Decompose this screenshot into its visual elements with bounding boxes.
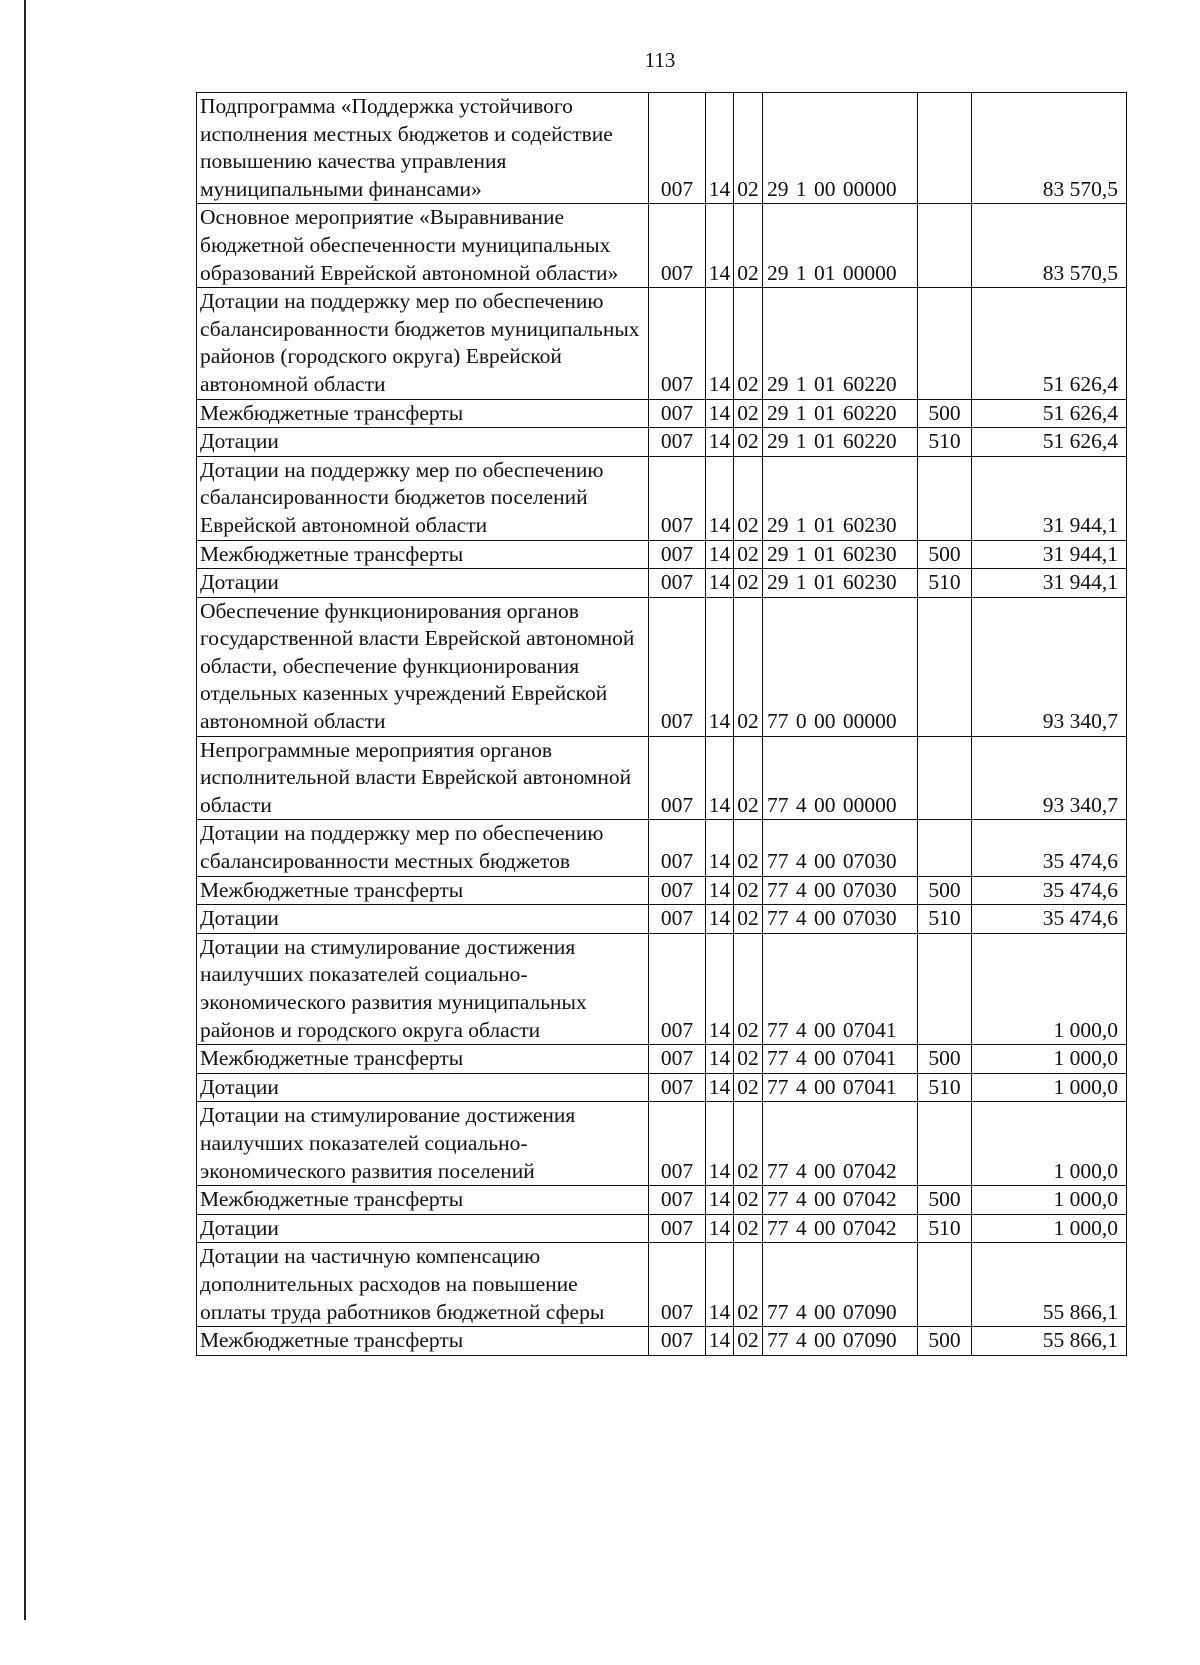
amount-value: 1 000,0 xyxy=(972,1073,1127,1102)
section-code: 14 xyxy=(706,1186,734,1215)
section-code: 14 xyxy=(706,288,734,399)
section-code: 14 xyxy=(706,456,734,540)
row-name: Дотации на поддержку мер по обеспечению сбалансированности бюджетов муниципальных районов (городского округа) Еврейской автономной области xyxy=(197,288,649,399)
amount-value: 51 626,4 xyxy=(972,399,1127,428)
target-article-code: 77 4 00 07042 xyxy=(763,1186,918,1215)
row-name: Основное мероприятие «Выравнивание бюджетной обеспеченности муниципальных образований Еврейской автономной области» xyxy=(197,204,649,288)
expense-type-code xyxy=(918,597,972,736)
expense-type-code: 510 xyxy=(918,428,972,457)
row-name: Дотации на стимулирование достижения наилучших показателей социально-экономического развития поселений xyxy=(197,1102,649,1186)
target-article-code: 77 4 00 07042 xyxy=(763,1214,918,1243)
target-article-code: 77 4 00 07030 xyxy=(763,905,918,934)
row-name: Межбюджетные трансферты xyxy=(197,1327,649,1356)
table-row xyxy=(197,1214,1127,1243)
row-name: Межбюджетные трансферты xyxy=(197,540,649,569)
subsection-code: 02 xyxy=(734,876,763,905)
ministry-code: 007 xyxy=(649,540,706,569)
section-code: 14 xyxy=(706,1243,734,1327)
subsection-code: 02 xyxy=(734,569,763,598)
section-code: 14 xyxy=(706,1327,734,1356)
section-code: 14 xyxy=(706,428,734,457)
ministry-code: 007 xyxy=(649,399,706,428)
amount-value: 1 000,0 xyxy=(972,1045,1127,1074)
subsection-code: 02 xyxy=(734,905,763,934)
page-number: 113 xyxy=(644,48,676,72)
row-name: Межбюджетные трансферты xyxy=(197,876,649,905)
row-name: Дотации xyxy=(197,569,649,598)
row-name: Дотации на частичную компенсацию дополнительных расходов на повышение оплаты труда работников бюджетной сферы xyxy=(197,1243,649,1327)
subsection-code: 02 xyxy=(734,1073,763,1102)
subsection-code: 02 xyxy=(734,933,763,1044)
target-article-code: 77 4 00 07090 xyxy=(763,1243,918,1327)
ministry-code: 007 xyxy=(649,288,706,399)
row-name: Дотации xyxy=(197,1073,649,1102)
ministry-code: 007 xyxy=(649,428,706,457)
ministry-code: 007 xyxy=(649,204,706,288)
table-row xyxy=(197,736,1127,820)
ministry-code: 007 xyxy=(649,1243,706,1327)
amount-value: 31 944,1 xyxy=(972,540,1127,569)
amount-value: 93 340,7 xyxy=(972,736,1127,820)
target-article-code: 77 4 00 07041 xyxy=(763,1045,918,1074)
expense-type-code xyxy=(918,288,972,399)
expense-type-code: 500 xyxy=(918,1186,972,1215)
expense-type-code xyxy=(918,456,972,540)
subsection-code: 02 xyxy=(734,204,763,288)
budget-table xyxy=(196,92,1127,1356)
section-code: 14 xyxy=(706,933,734,1044)
subsection-code: 02 xyxy=(734,736,763,820)
table-row xyxy=(197,597,1127,736)
target-article-code: 29 1 01 60220 xyxy=(763,288,918,399)
expense-type-code: 500 xyxy=(918,1045,972,1074)
target-article-code: 77 4 00 07041 xyxy=(763,933,918,1044)
ministry-code: 007 xyxy=(649,1045,706,1074)
target-article-code: 77 4 00 07042 xyxy=(763,1102,918,1186)
amount-value: 1 000,0 xyxy=(972,933,1127,1044)
subsection-code: 02 xyxy=(734,540,763,569)
expense-type-code: 500 xyxy=(918,876,972,905)
table-row xyxy=(197,1186,1127,1215)
ministry-code: 007 xyxy=(649,1073,706,1102)
subsection-code: 02 xyxy=(734,399,763,428)
subsection-code: 02 xyxy=(734,93,763,204)
section-code: 14 xyxy=(706,905,734,934)
ministry-code: 007 xyxy=(649,933,706,1044)
section-code: 14 xyxy=(706,540,734,569)
target-article-code: 77 0 00 00000 xyxy=(763,597,918,736)
table-row xyxy=(197,456,1127,540)
ministry-code: 007 xyxy=(649,1186,706,1215)
row-name: Подпрограмма «Поддержка устойчивого исполнения местных бюджетов и содействие повышению качества управления муниципальными финансами» xyxy=(197,93,649,204)
row-name: Дотации xyxy=(197,905,649,934)
expense-type-code xyxy=(918,820,972,876)
row-name: Дотации на поддержку мер по обеспечению сбалансированности бюджетов поселений Еврейской автономной области xyxy=(197,456,649,540)
expense-type-code xyxy=(918,1102,972,1186)
table-row xyxy=(197,933,1127,1044)
table-row xyxy=(197,428,1127,457)
amount-value: 83 570,5 xyxy=(972,204,1127,288)
subsection-code: 02 xyxy=(734,288,763,399)
section-code: 14 xyxy=(706,820,734,876)
subsection-code: 02 xyxy=(734,1186,763,1215)
table-row xyxy=(197,93,1127,204)
expense-type-code: 510 xyxy=(918,569,972,598)
ministry-code: 007 xyxy=(649,569,706,598)
ministry-code: 007 xyxy=(649,820,706,876)
amount-value: 31 944,1 xyxy=(972,569,1127,598)
target-article-code: 77 4 00 07090 xyxy=(763,1327,918,1356)
section-code: 14 xyxy=(706,1073,734,1102)
expense-type-code xyxy=(918,933,972,1044)
section-code: 14 xyxy=(706,1045,734,1074)
expense-type-code: 510 xyxy=(918,905,972,934)
subsection-code: 02 xyxy=(734,1327,763,1356)
amount-value: 35 474,6 xyxy=(972,905,1127,934)
ministry-code: 007 xyxy=(649,93,706,204)
amount-value: 31 944,1 xyxy=(972,456,1127,540)
amount-value: 1 000,0 xyxy=(972,1102,1127,1186)
table-row xyxy=(197,1045,1127,1074)
ministry-code: 007 xyxy=(649,736,706,820)
ministry-code: 007 xyxy=(649,876,706,905)
section-code: 14 xyxy=(706,399,734,428)
table-row xyxy=(197,399,1127,428)
section-code: 14 xyxy=(706,1102,734,1186)
ministry-code: 007 xyxy=(649,456,706,540)
table-row xyxy=(197,1073,1127,1102)
amount-value: 35 474,6 xyxy=(972,820,1127,876)
subsection-code: 02 xyxy=(734,597,763,736)
row-name: Дотации на стимулирование достижения наилучших показателей социально-экономического развития муниципальных районов и городского округа области xyxy=(197,933,649,1044)
expense-type-code xyxy=(918,93,972,204)
scan-edge-line xyxy=(24,0,26,1620)
section-code: 14 xyxy=(706,1214,734,1243)
expense-type-code xyxy=(918,736,972,820)
expense-type-code xyxy=(918,204,972,288)
row-name: Непрограммные мероприятия органов исполнительной власти Еврейской автономной области xyxy=(197,736,649,820)
subsection-code: 02 xyxy=(734,1243,763,1327)
target-article-code: 29 1 01 60230 xyxy=(763,569,918,598)
section-code: 14 xyxy=(706,736,734,820)
target-article-code: 29 1 01 60220 xyxy=(763,399,918,428)
table-row xyxy=(197,540,1127,569)
ministry-code: 007 xyxy=(649,1327,706,1356)
section-code: 14 xyxy=(706,569,734,598)
row-name: Дотации xyxy=(197,1214,649,1243)
target-article-code: 77 4 00 07030 xyxy=(763,820,918,876)
amount-value: 1 000,0 xyxy=(972,1214,1127,1243)
expense-type-code: 500 xyxy=(918,399,972,428)
amount-value: 51 626,4 xyxy=(972,288,1127,399)
expense-type-code: 510 xyxy=(918,1073,972,1102)
row-name: Дотации xyxy=(197,428,649,457)
row-name: Межбюджетные трансферты xyxy=(197,1186,649,1215)
target-article-code: 29 1 01 60220 xyxy=(763,428,918,457)
table-body xyxy=(197,93,1127,1356)
target-article-code: 77 4 00 00000 xyxy=(763,736,918,820)
row-name: Межбюджетные трансферты xyxy=(197,399,649,428)
section-code: 14 xyxy=(706,597,734,736)
target-article-code: 77 4 00 07030 xyxy=(763,876,918,905)
table-row xyxy=(197,1327,1127,1356)
expense-type-code: 500 xyxy=(918,540,972,569)
ministry-code: 007 xyxy=(649,1214,706,1243)
subsection-code: 02 xyxy=(734,1045,763,1074)
amount-value: 55 866,1 xyxy=(972,1243,1127,1327)
table-row xyxy=(197,569,1127,598)
amount-value: 51 626,4 xyxy=(972,428,1127,457)
expense-type-code: 500 xyxy=(918,1327,972,1356)
subsection-code: 02 xyxy=(734,1214,763,1243)
target-article-code: 29 1 01 60230 xyxy=(763,456,918,540)
row-name: Межбюджетные трансферты xyxy=(197,1045,649,1074)
table-row xyxy=(197,820,1127,876)
amount-value: 1 000,0 xyxy=(972,1186,1127,1215)
ministry-code: 007 xyxy=(649,905,706,934)
expense-type-code xyxy=(918,1243,972,1327)
row-name: Обеспечение функционирования органов государственной власти Еврейской автономной области, обеспечение функционирования отдельных казенных учреждений Еврейской автономной области xyxy=(197,597,649,736)
amount-value: 93 340,7 xyxy=(972,597,1127,736)
table-row xyxy=(197,1102,1127,1186)
amount-value: 83 570,5 xyxy=(972,93,1127,204)
target-article-code: 29 1 00 00000 xyxy=(763,93,918,204)
ministry-code: 007 xyxy=(649,1102,706,1186)
subsection-code: 02 xyxy=(734,1102,763,1186)
row-name: Дотации на поддержку мер по обеспечению сбалансированности местных бюджетов xyxy=(197,820,649,876)
expense-type-code: 510 xyxy=(918,1214,972,1243)
section-code: 14 xyxy=(706,876,734,905)
subsection-code: 02 xyxy=(734,820,763,876)
table-row xyxy=(197,288,1127,399)
section-code: 14 xyxy=(706,204,734,288)
amount-value: 35 474,6 xyxy=(972,876,1127,905)
ministry-code: 007 xyxy=(649,597,706,736)
section-code: 14 xyxy=(706,93,734,204)
table-row xyxy=(197,1243,1127,1327)
subsection-code: 02 xyxy=(734,428,763,457)
table-row xyxy=(197,204,1127,288)
target-article-code: 29 1 01 00000 xyxy=(763,204,918,288)
table-row xyxy=(197,905,1127,934)
table-row xyxy=(197,876,1127,905)
target-article-code: 29 1 01 60230 xyxy=(763,540,918,569)
amount-value: 55 866,1 xyxy=(972,1327,1127,1356)
target-article-code: 77 4 00 07041 xyxy=(763,1073,918,1102)
subsection-code: 02 xyxy=(734,456,763,540)
